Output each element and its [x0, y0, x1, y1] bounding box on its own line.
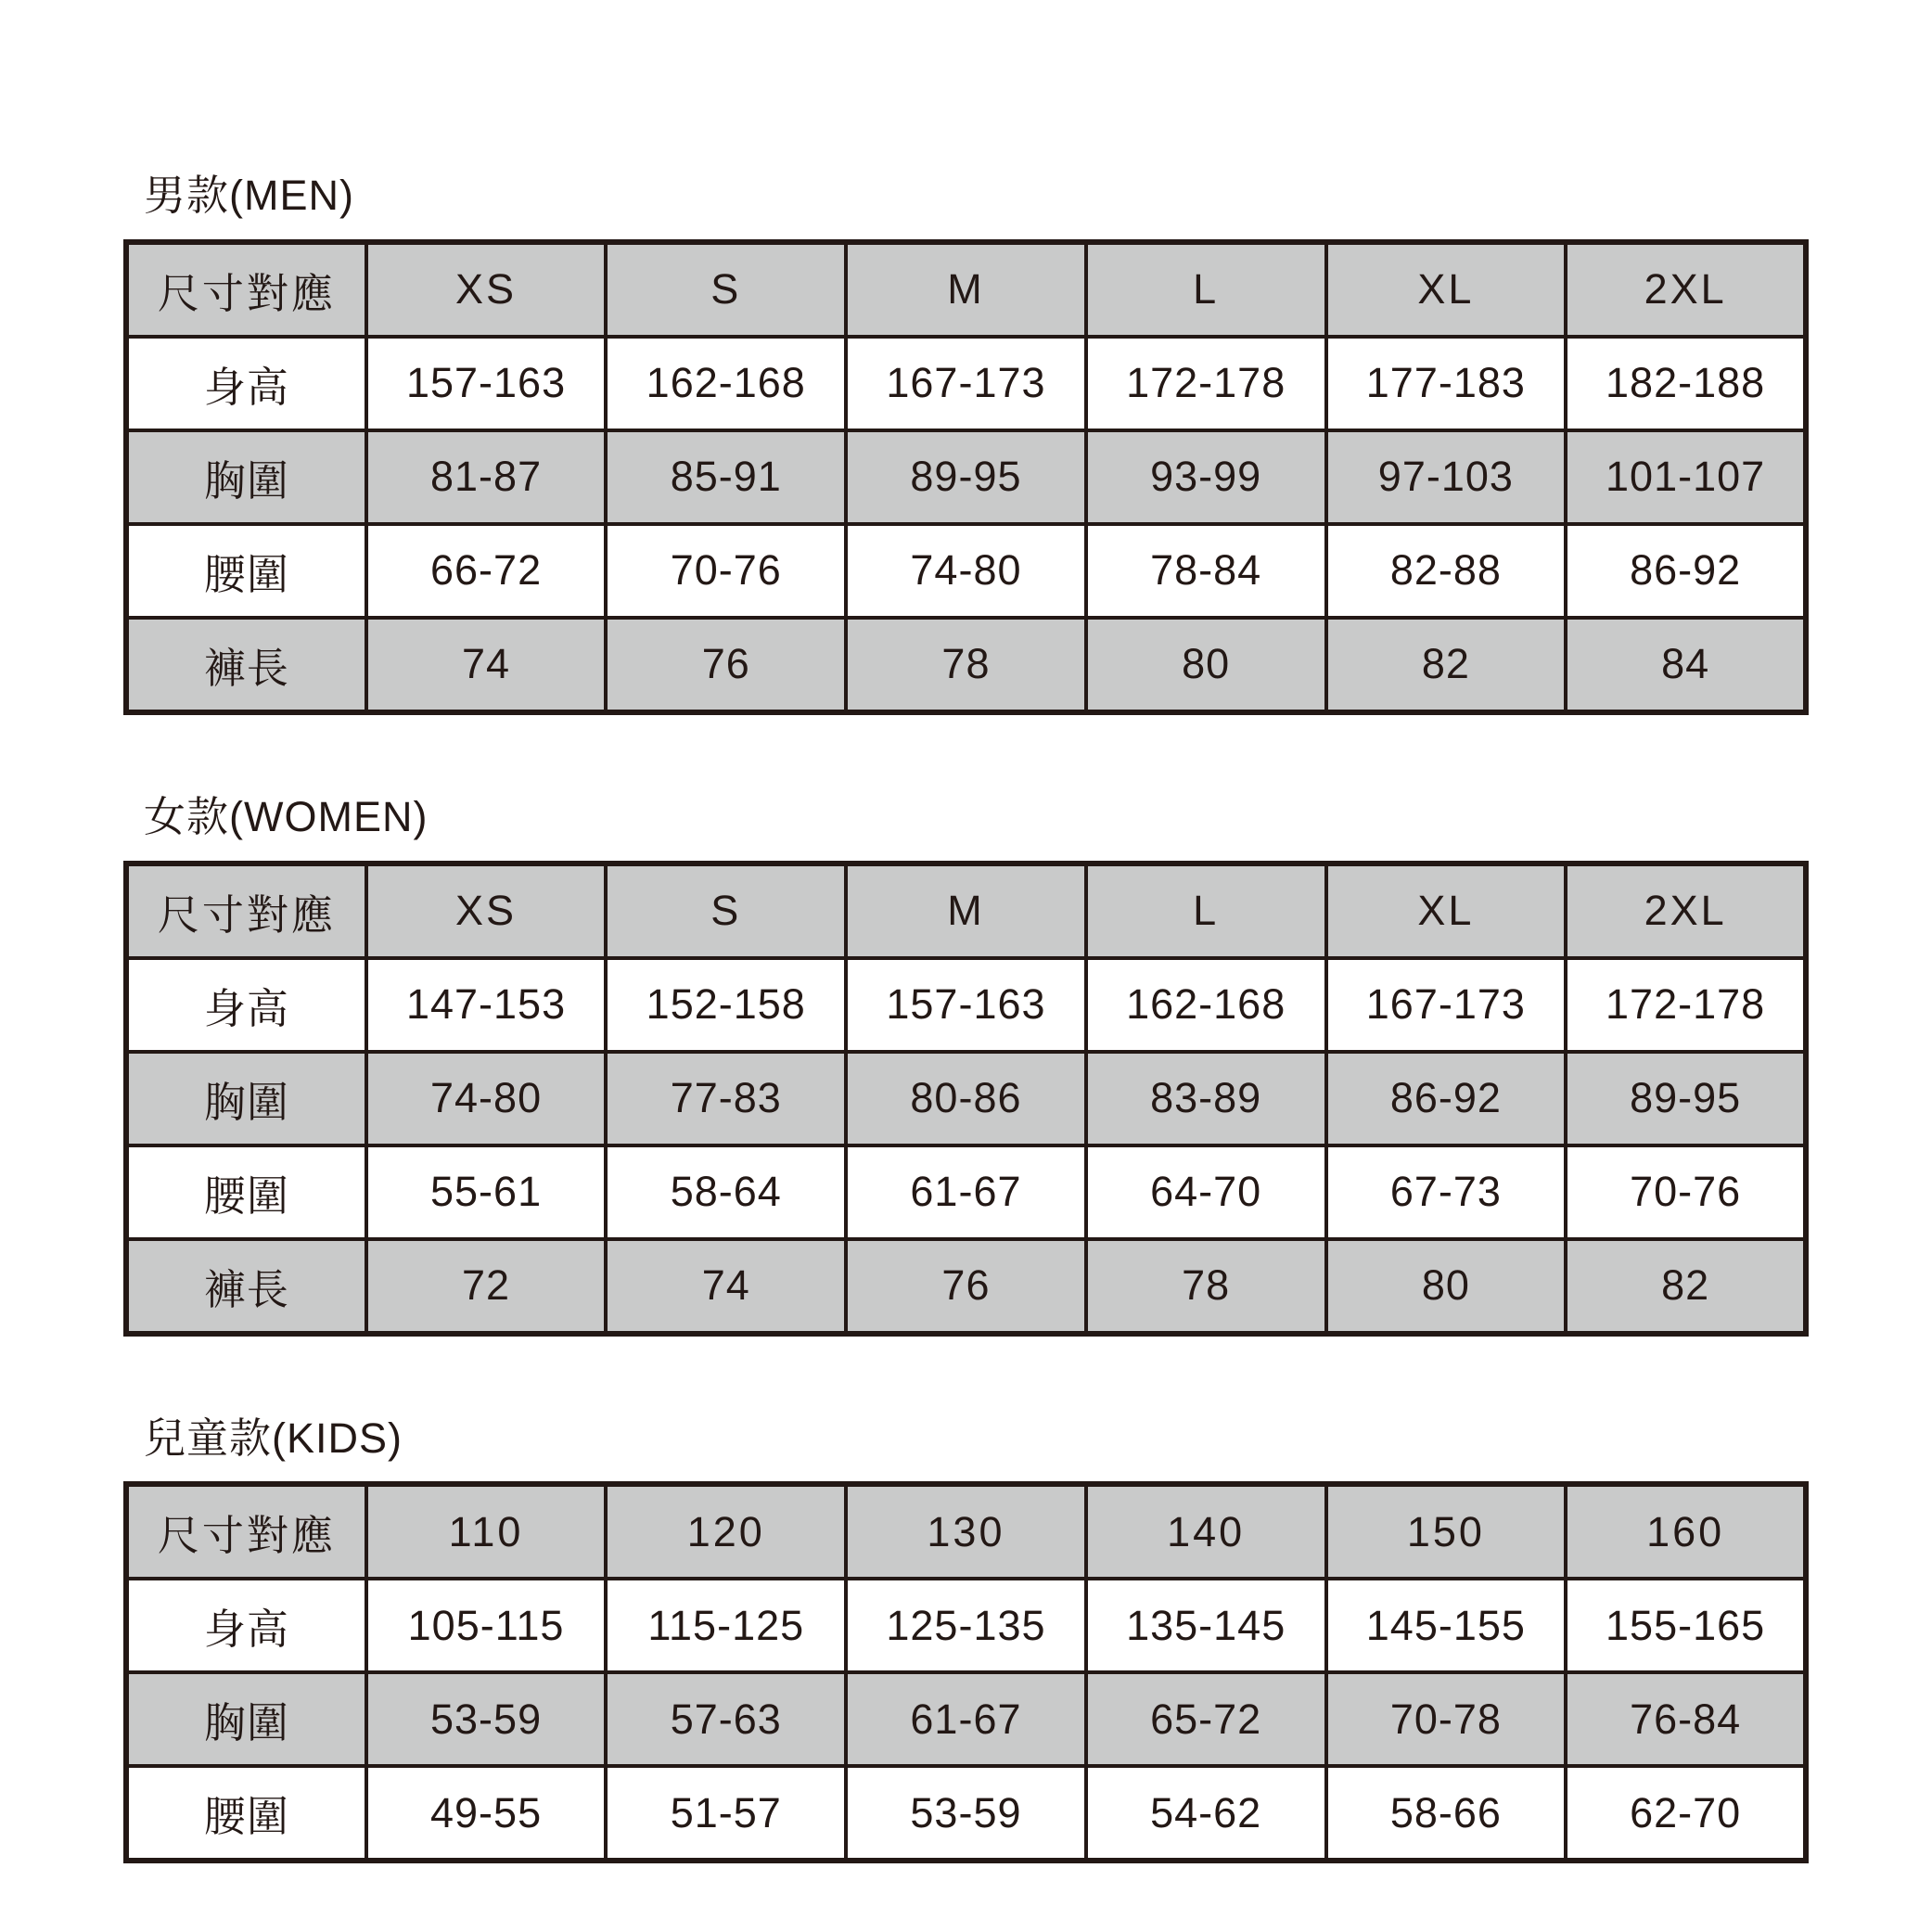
- value-cell: 93-99: [1086, 430, 1326, 524]
- value-cell: 64-70: [1086, 1145, 1326, 1239]
- row-label-cell: 身高: [126, 958, 366, 1052]
- value-cell: 89-95: [1566, 1052, 1806, 1145]
- value-cell: 70-76: [1566, 1145, 1806, 1239]
- header-row: [126, 242, 1806, 337]
- row-label-cell: 胸圍: [126, 430, 366, 524]
- value-cell: 78: [846, 618, 1086, 712]
- value-cell: 70-78: [1326, 1672, 1567, 1766]
- value-cell: 54-62: [1086, 1766, 1326, 1861]
- value-cell: 162-168: [1086, 958, 1326, 1052]
- value-cell: 82: [1566, 1239, 1806, 1334]
- size-column-header: 2XL: [1566, 242, 1806, 337]
- row-label-cell: 腰圍: [126, 524, 366, 618]
- value-cell: 83-89: [1086, 1052, 1326, 1145]
- header-row: [126, 864, 1806, 958]
- value-cell: 76-84: [1566, 1672, 1806, 1766]
- value-cell: 152-158: [606, 958, 846, 1052]
- value-cell: 84: [1566, 618, 1806, 712]
- value-cell: 65-72: [1086, 1672, 1326, 1766]
- value-cell: 125-135: [846, 1579, 1086, 1672]
- row-label-cell: 胸圍: [126, 1672, 366, 1766]
- measurement-row: [126, 1766, 1806, 1861]
- women-table-title: 女款(WOMEN): [144, 792, 429, 840]
- size-column-header: 130: [846, 1484, 1086, 1579]
- value-cell: 172-178: [1086, 337, 1326, 430]
- row-label-cell: 褲長: [126, 1239, 366, 1334]
- measurement-row: [126, 618, 1806, 712]
- kids-size-table: [123, 1481, 1809, 1863]
- value-cell: 70-76: [606, 524, 846, 618]
- value-cell: 147-153: [366, 958, 607, 1052]
- measurement-row: [126, 430, 1806, 524]
- size-column-header: 140: [1086, 1484, 1326, 1579]
- size-column-header: L: [1086, 864, 1326, 958]
- corner-header-cell: 尺寸對應: [126, 242, 366, 337]
- value-cell: 167-173: [1326, 958, 1567, 1052]
- value-cell: 55-61: [366, 1145, 607, 1239]
- size-column-header: 120: [606, 1484, 846, 1579]
- size-column-header: XS: [366, 864, 607, 958]
- value-cell: 167-173: [846, 337, 1086, 430]
- kids-size-section: [123, 1414, 1809, 1864]
- size-column-header: 2XL: [1566, 864, 1806, 958]
- size-column-header: XS: [366, 242, 607, 337]
- value-cell: 61-67: [846, 1672, 1086, 1766]
- value-cell: 89-95: [846, 430, 1086, 524]
- header-row: [126, 1484, 1806, 1579]
- value-cell: 53-59: [366, 1672, 607, 1766]
- value-cell: 135-145: [1086, 1579, 1326, 1672]
- value-cell: 157-163: [366, 337, 607, 430]
- value-cell: 86-92: [1566, 524, 1806, 618]
- size-column-header: M: [846, 242, 1086, 337]
- value-cell: 58-64: [606, 1145, 846, 1239]
- measurement-row: [126, 1579, 1806, 1672]
- value-cell: 72: [366, 1239, 607, 1334]
- value-cell: 162-168: [606, 337, 846, 430]
- row-label-cell: 腰圍: [126, 1145, 366, 1239]
- row-label-cell: 腰圍: [126, 1766, 366, 1861]
- value-cell: 82-88: [1326, 524, 1567, 618]
- value-cell: 49-55: [366, 1766, 607, 1861]
- value-cell: 53-59: [846, 1766, 1086, 1861]
- measurement-row: [126, 337, 1806, 430]
- row-label-cell: 身高: [126, 1579, 366, 1672]
- size-column-header: S: [606, 864, 846, 958]
- size-column-header: XL: [1326, 864, 1567, 958]
- row-label-cell: 身高: [126, 337, 366, 430]
- size-column-header: 150: [1326, 1484, 1567, 1579]
- value-cell: 182-188: [1566, 337, 1806, 430]
- value-cell: 145-155: [1326, 1579, 1567, 1672]
- value-cell: 76: [846, 1239, 1086, 1334]
- value-cell: 177-183: [1326, 337, 1567, 430]
- value-cell: 66-72: [366, 524, 607, 618]
- corner-header-cell: 尺寸對應: [126, 864, 366, 958]
- value-cell: 78-84: [1086, 524, 1326, 618]
- size-column-header: L: [1086, 242, 1326, 337]
- value-cell: 67-73: [1326, 1145, 1567, 1239]
- row-label-cell: 胸圍: [126, 1052, 366, 1145]
- value-cell: 172-178: [1566, 958, 1806, 1052]
- value-cell: 76: [606, 618, 846, 712]
- value-cell: 62-70: [1566, 1766, 1806, 1861]
- size-column-header: 110: [366, 1484, 607, 1579]
- value-cell: 86-92: [1326, 1052, 1567, 1145]
- size-column-header: M: [846, 864, 1086, 958]
- men-table-title: 男款(MEN): [144, 172, 354, 219]
- measurement-row: [126, 1145, 1806, 1239]
- row-label-cell: 褲長: [126, 618, 366, 712]
- women-size-section: [123, 793, 1809, 1337]
- value-cell: 157-163: [846, 958, 1086, 1052]
- size-column-header: S: [606, 242, 846, 337]
- value-cell: 115-125: [606, 1579, 846, 1672]
- size-column-header: 160: [1566, 1484, 1806, 1579]
- value-cell: 81-87: [366, 430, 607, 524]
- kids-table-title: 兒童款(KIDS): [144, 1414, 403, 1462]
- value-cell: 97-103: [1326, 430, 1567, 524]
- value-cell: 61-67: [846, 1145, 1086, 1239]
- value-cell: 85-91: [606, 430, 846, 524]
- measurement-row: [126, 1239, 1806, 1334]
- value-cell: 101-107: [1566, 430, 1806, 524]
- value-cell: 82: [1326, 618, 1567, 712]
- value-cell: 77-83: [606, 1052, 846, 1145]
- men-size-table: [123, 239, 1809, 715]
- value-cell: 78: [1086, 1239, 1326, 1334]
- value-cell: 80-86: [846, 1052, 1086, 1145]
- value-cell: 80: [1086, 618, 1326, 712]
- measurement-row: [126, 958, 1806, 1052]
- value-cell: 57-63: [606, 1672, 846, 1766]
- value-cell: 105-115: [366, 1579, 607, 1672]
- value-cell: 155-165: [1566, 1579, 1806, 1672]
- value-cell: 51-57: [606, 1766, 846, 1861]
- value-cell: 74-80: [846, 524, 1086, 618]
- value-cell: 74: [606, 1239, 846, 1334]
- measurement-row: [126, 1052, 1806, 1145]
- value-cell: 80: [1326, 1239, 1567, 1334]
- value-cell: 74-80: [366, 1052, 607, 1145]
- women-size-table: [123, 861, 1809, 1337]
- size-column-header: XL: [1326, 242, 1567, 337]
- corner-header-cell: 尺寸對應: [126, 1484, 366, 1579]
- value-cell: 58-66: [1326, 1766, 1567, 1861]
- measurement-row: [126, 524, 1806, 618]
- men-size-section: [123, 172, 1809, 715]
- measurement-row: [126, 1672, 1806, 1766]
- value-cell: 74: [366, 618, 607, 712]
